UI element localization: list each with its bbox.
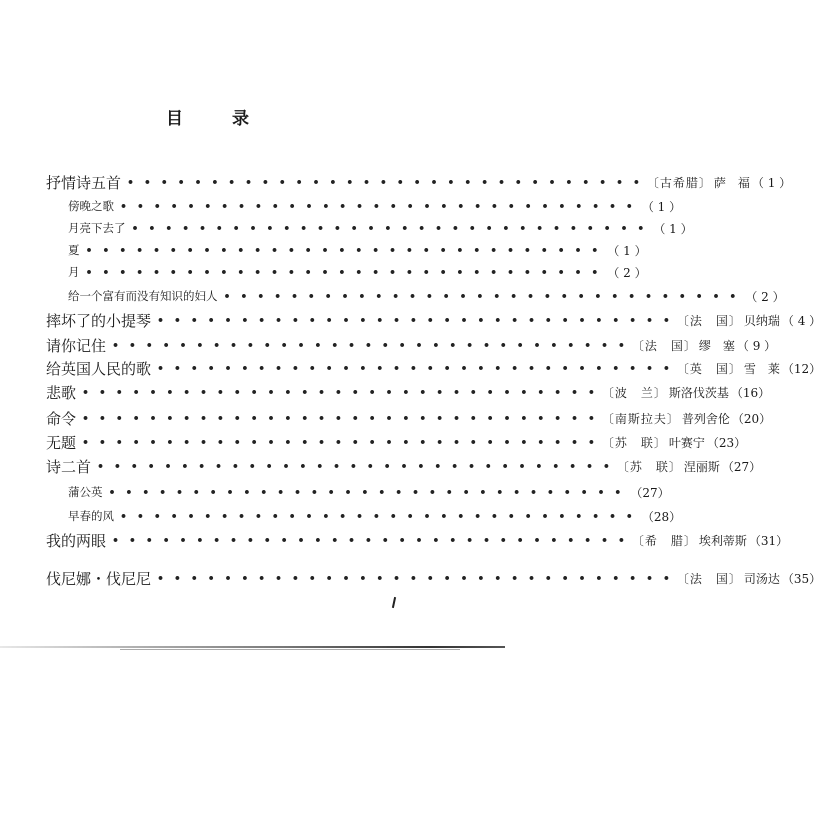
entry-page-number: （ 1 ） bbox=[607, 243, 647, 258]
entry-country: 〔波 兰〕 bbox=[601, 385, 667, 400]
leader-dots: • • • • • • • • • • • • • • • • • • • • • • • • • • • • • • • bbox=[108, 485, 625, 499]
leader-dots: • • • • • • • • • • • • • • • • • • • • • • • • • • • • • • • bbox=[82, 435, 598, 449]
entry-title: 无题 bbox=[46, 433, 77, 452]
entry-country: 〔苏 联〕 bbox=[616, 459, 682, 474]
toc-entry bbox=[68, 506, 682, 526]
entry-page-number: （31） bbox=[748, 533, 789, 548]
entry-title: 命令 bbox=[46, 409, 77, 428]
toc-entry bbox=[68, 218, 693, 238]
leader-dots: • • • • • • • • • • • • • • • • • • • • • • • • • • • • • • • bbox=[97, 459, 613, 473]
leader-dots: • • • • • • • • • • • • • • • • • • • • • • • • • • • • • • • bbox=[85, 243, 602, 257]
entry-title: 早春的风 bbox=[68, 509, 114, 523]
entry-country: 〔法 国〕 bbox=[676, 571, 742, 586]
toc-entry bbox=[68, 286, 785, 306]
entry-page-number: （23） bbox=[706, 435, 747, 450]
entry-title: 给一个富有而没有知识的妇人 bbox=[68, 289, 218, 303]
entry-author: 司汤达 bbox=[743, 571, 780, 586]
leader-dots: • • • • • • • • • • • • • • • • • • • • • • • • • • • • • • • bbox=[127, 175, 643, 189]
toc-entry bbox=[46, 310, 821, 330]
entry-page-number: （ 2 ） bbox=[607, 265, 647, 280]
entry-author: 缪 塞 bbox=[698, 338, 735, 353]
entry-title: 蒲公英 bbox=[68, 485, 103, 499]
entry-title: 悲歌 bbox=[46, 383, 77, 402]
entry-title: 请你记住 bbox=[46, 336, 107, 355]
entry-page-number: （ 2 ） bbox=[745, 289, 785, 304]
entry-title: 伐尼娜・伐尼尼 bbox=[46, 569, 152, 588]
entry-author: 雪 莱 bbox=[743, 361, 780, 376]
toc-entry bbox=[46, 568, 821, 588]
entry-page-number: （35） bbox=[781, 571, 821, 586]
entry-page-number: （ 1 ） bbox=[653, 221, 693, 236]
entry-page-number: （27） bbox=[721, 459, 762, 474]
leader-dots: • • • • • • • • • • • • • • • • • • • • • • • • • • • • • • • bbox=[157, 361, 673, 375]
leader-dots: • • • • • • • • • • • • • • • • • • • • • • • • • • • • • • • bbox=[131, 221, 648, 235]
leader-dots: • • • • • • • • • • • • • • • • • • • • • • • • • • • • • • • bbox=[120, 509, 636, 523]
leader-dots: • • • • • • • • • • • • • • • • • • • • • • • • • • • • • • • bbox=[82, 385, 598, 399]
entry-country: 〔英 国〕 bbox=[676, 361, 742, 376]
leader-dots: • • • • • • • • • • • • • • • • • • • • • • • • • • • • • • • bbox=[82, 411, 598, 425]
title-char: 录 bbox=[232, 109, 249, 129]
entry-author: 斯洛伐茨基 bbox=[668, 385, 729, 400]
entry-country: 〔法 国〕 bbox=[631, 338, 697, 353]
entry-title: 傍晚之歌 bbox=[68, 199, 114, 213]
entry-page-number: （ 4 ） bbox=[781, 313, 821, 328]
entry-page-number: （16） bbox=[730, 385, 771, 400]
divider-line bbox=[0, 646, 505, 648]
title-char: 目 bbox=[166, 109, 183, 129]
entry-author: 埃利蒂斯 bbox=[698, 533, 747, 548]
entry-title: 诗二首 bbox=[46, 457, 92, 476]
entry-country: 〔希 腊〕 bbox=[631, 533, 697, 548]
entry-page-number: （28） bbox=[641, 509, 682, 524]
entry-page-number: （27） bbox=[630, 485, 670, 500]
toc-entry bbox=[46, 408, 772, 428]
entry-author: 涅丽斯 bbox=[683, 459, 720, 474]
divider-line bbox=[120, 649, 460, 650]
entry-page-number: （ 1 ） bbox=[641, 199, 682, 214]
toc-entry bbox=[46, 530, 789, 550]
entry-title: 抒情诗五首 bbox=[46, 173, 122, 192]
entry-country: 〔苏 联〕 bbox=[601, 435, 667, 450]
entry-page-number: （ 1 ） bbox=[751, 175, 792, 190]
entry-country: 〔法 国〕 bbox=[676, 313, 742, 328]
leader-dots: • • • • • • • • • • • • • • • • • • • • • • • • • • • • • • • bbox=[85, 265, 602, 279]
entry-title: 月亮下去了 bbox=[68, 221, 126, 235]
toc-entry bbox=[68, 240, 647, 260]
entry-title: 我的两眼 bbox=[46, 531, 107, 550]
entry-page-number: （20） bbox=[731, 411, 772, 426]
entry-title: 给英国人民的歌 bbox=[46, 359, 152, 378]
toc-entry bbox=[46, 335, 777, 355]
toc-entry bbox=[68, 482, 670, 502]
entry-title: 摔坏了的小提琴 bbox=[46, 311, 152, 330]
entry-title: 月 bbox=[68, 265, 80, 279]
entry-country: 〔古希腊〕 bbox=[646, 175, 712, 190]
entry-country: 〔南斯拉夫〕 bbox=[601, 411, 680, 426]
leader-dots: • • • • • • • • • • • • • • • • • • • • • • • • • • • • • • • bbox=[223, 289, 740, 303]
entry-title: 夏 bbox=[68, 243, 80, 257]
entry-author: 普列舍伦 bbox=[681, 411, 730, 426]
entry-author: 叶赛宁 bbox=[668, 435, 705, 450]
toc-entry bbox=[46, 432, 747, 452]
toc-entry bbox=[68, 262, 647, 282]
leader-dots: • • • • • • • • • • • • • • • • • • • • • • • • • • • • • • • bbox=[157, 313, 673, 327]
toc-entry bbox=[46, 358, 821, 378]
entry-author: 贝纳瑞 bbox=[743, 313, 780, 328]
entry-author: 萨 福 bbox=[713, 175, 750, 190]
leader-dots: • • • • • • • • • • • • • • • • • • • • • • • • • • • • • • • bbox=[112, 338, 628, 352]
entry-page-number: （12） bbox=[781, 361, 821, 376]
toc-entry bbox=[46, 456, 762, 476]
entry-page-number: （ 9 ） bbox=[736, 338, 777, 353]
toc-entry bbox=[46, 172, 792, 192]
toc-entry bbox=[68, 196, 682, 216]
leader-dots: • • • • • • • • • • • • • • • • • • • • • • • • • • • • • • • bbox=[112, 533, 628, 547]
toc-entry bbox=[46, 382, 771, 402]
leader-dots: • • • • • • • • • • • • • • • • • • • • • • • • • • • • • • • bbox=[120, 199, 636, 213]
leader-dots: • • • • • • • • • • • • • • • • • • • • • • • • • • • • • • • bbox=[157, 571, 673, 585]
